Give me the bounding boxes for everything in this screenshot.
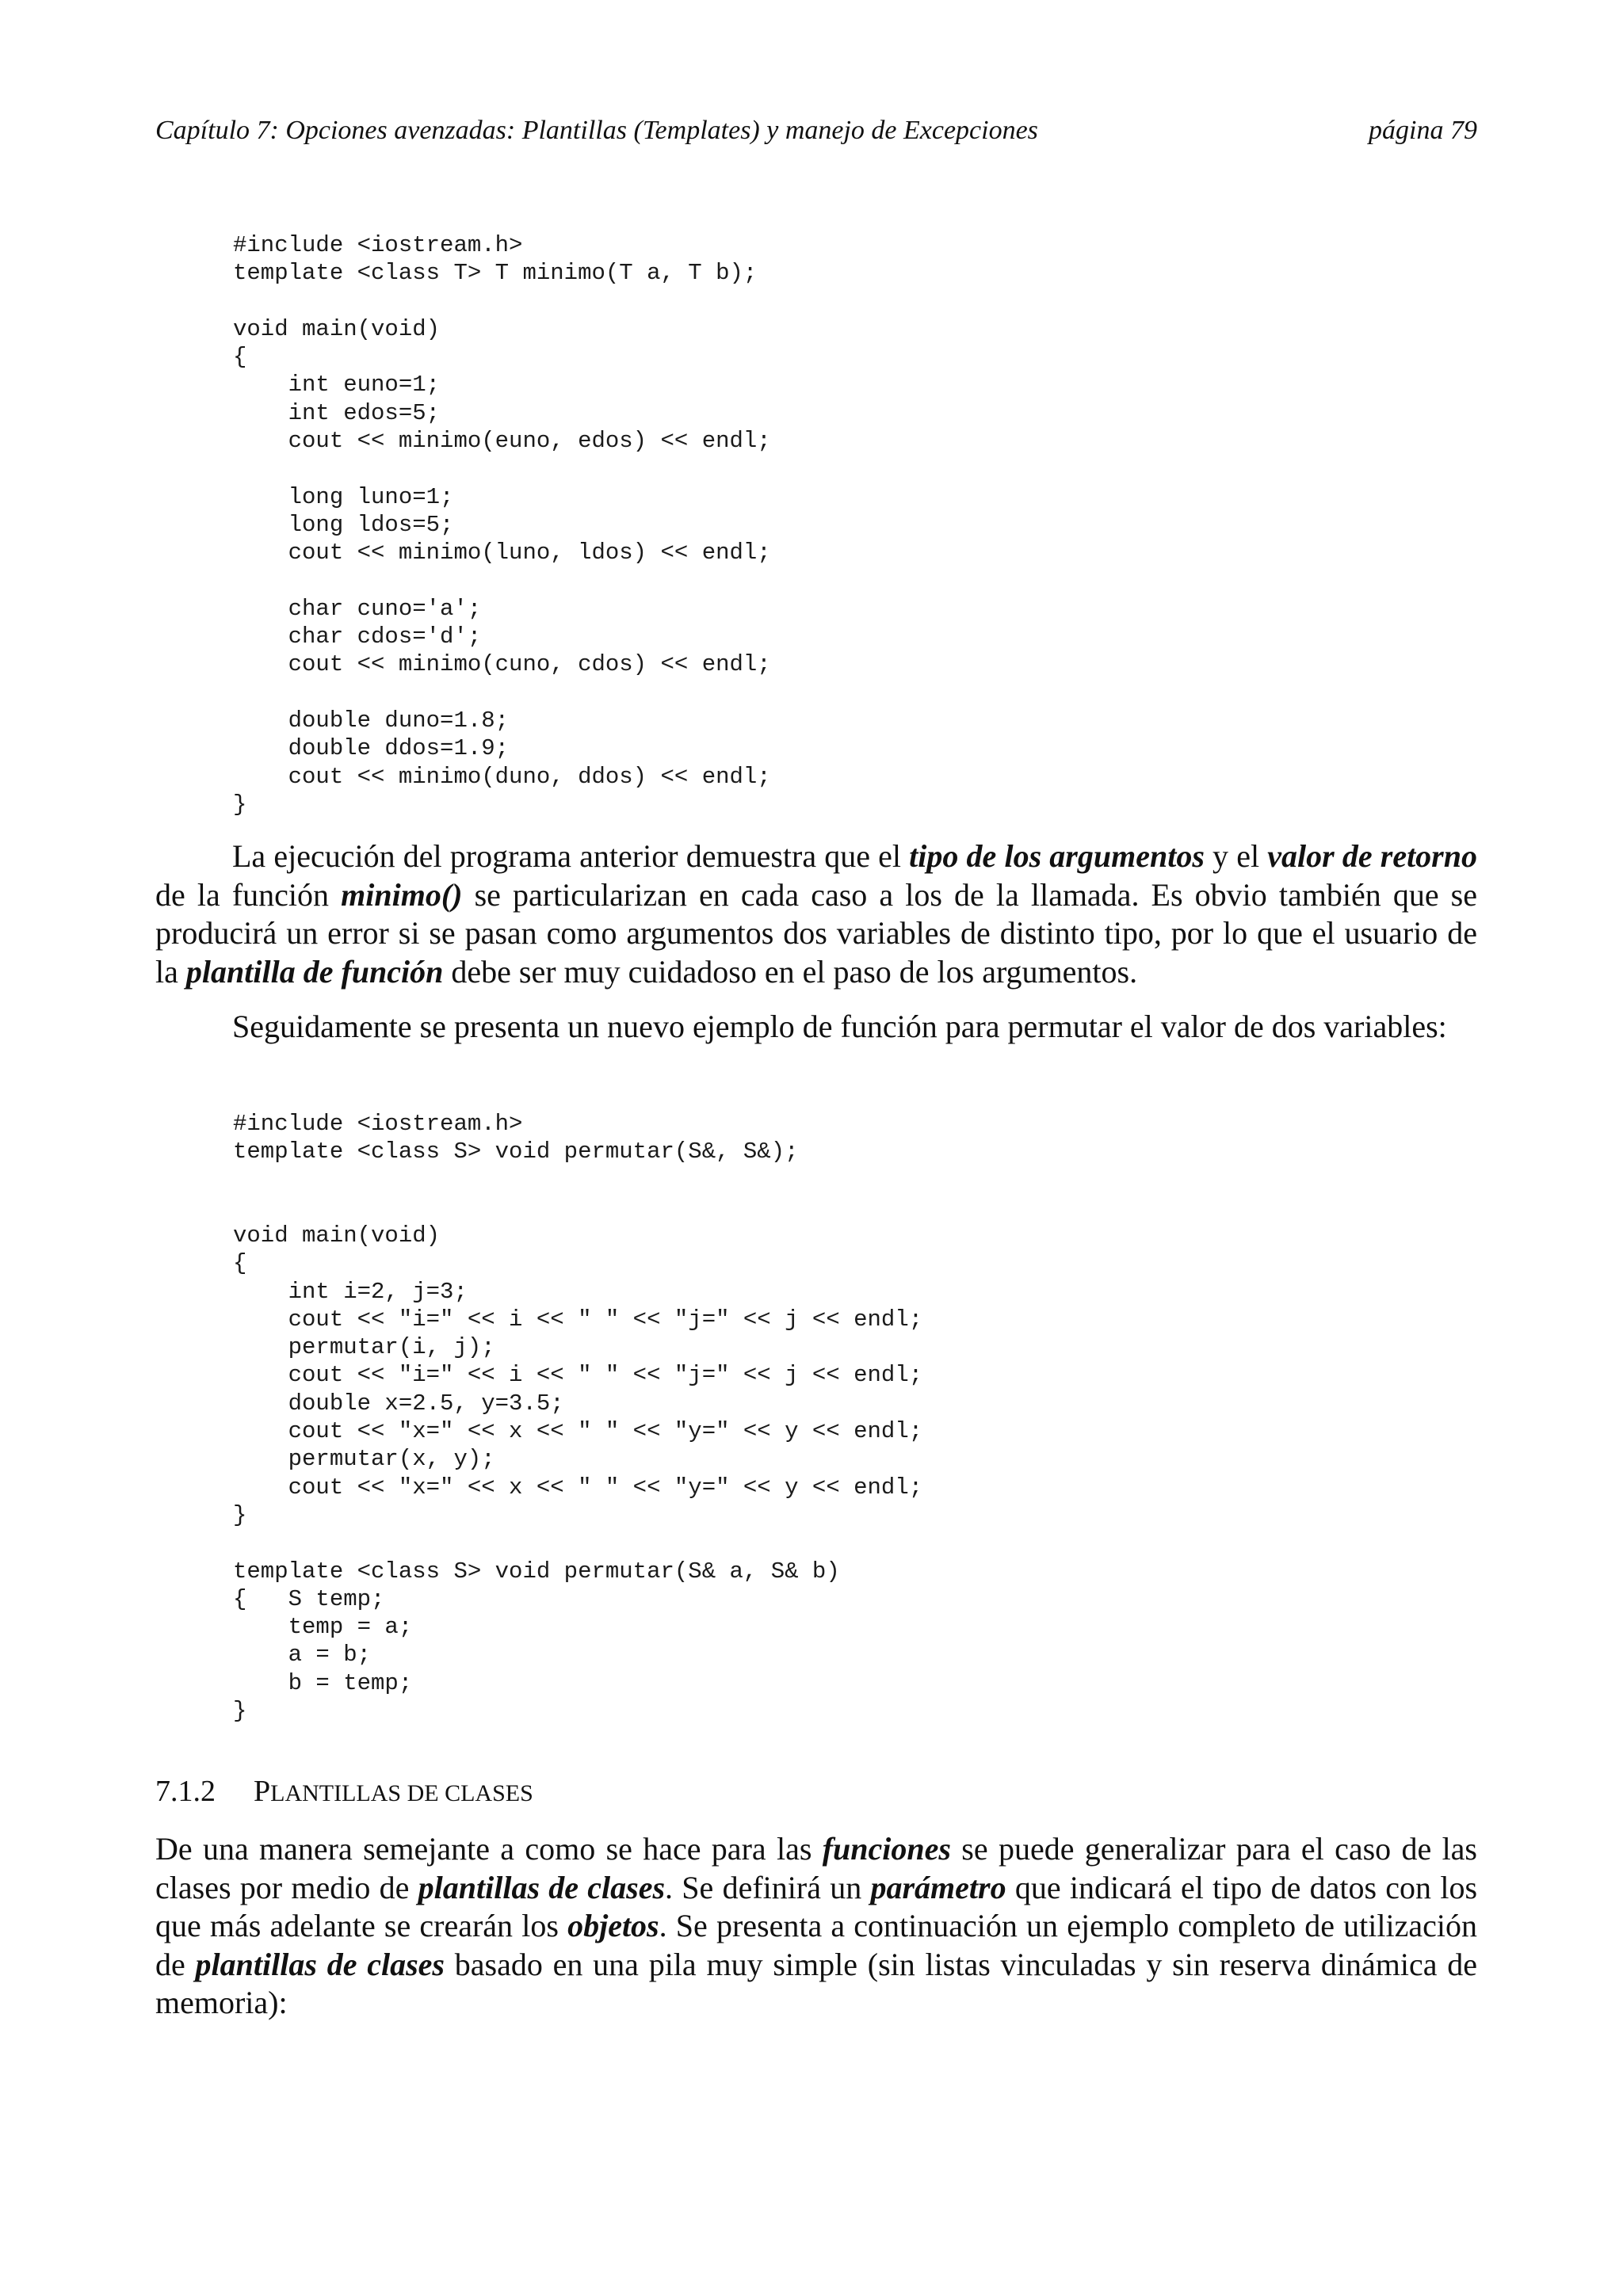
paragraph-permutar-intro: Seguidamente se presenta un nuevo ejemplo de función para permutar el valor de dos variables: [232, 1009, 1447, 1044]
code-line: template <class S> void permutar(S&, S&); [233, 1138, 799, 1165]
code-line: { [233, 344, 247, 371]
page-header [155, 111, 1477, 151]
code-line: a = b; [233, 1642, 372, 1669]
code-line: template <class T> T minimo(T a, T b); [233, 260, 758, 287]
code-line: #include <iostream.h> [233, 232, 523, 258]
code-line [233, 567, 771, 595]
code-block-permutar-main [233, 1222, 922, 1725]
code-line: #include <iostream.h> [233, 1111, 523, 1137]
code-line [233, 1529, 922, 1557]
code-line: cout << minimo(duno, ddos) << endl; [233, 763, 771, 790]
section-heading [155, 1772, 533, 1811]
code-line: cout << "x=" << x << " " << "y=" << y << endl; [233, 1418, 923, 1445]
code-line: void main(void) [233, 1222, 441, 1249]
chapter-title: Capítulo 7: Opciones avenzadas: Plantillas (Templates) y manejo de Excepciones [155, 116, 1038, 145]
code-line: cout << minimo(cuno, cdos) << endl; [233, 651, 771, 678]
code-line: void main(void) [233, 315, 441, 342]
code-line: cout << "i=" << i << " " << "j=" << j << endl; [233, 1362, 923, 1389]
code-block-permutar-declaration [233, 1110, 799, 1166]
section-title-rest: LANTILLAS DE CLASES [270, 1780, 533, 1806]
code-line: char cuno='a'; [233, 595, 482, 622]
code-line [233, 679, 771, 707]
code-line: { [233, 1250, 247, 1277]
code-line: template <class S> void permutar(S& a, S& b) [233, 1558, 840, 1585]
code-line [233, 288, 771, 315]
code-line: long ldos=5; [233, 511, 454, 538]
code-line: long luno=1; [233, 483, 454, 510]
code-line: temp = a; [233, 1614, 413, 1641]
code-line [233, 455, 771, 482]
code-line: cout << "i=" << i << " " << "j=" << j << endl; [233, 1306, 923, 1333]
code-line: } [233, 1501, 247, 1528]
code-line: } [233, 791, 247, 818]
paragraph-minimo-explanation: La ejecución del programa anterior demuestra que el tipo de los argumentos y el valor de retorno de la función minimo() se particularizan en cada caso a los de la llamada. Es obvio también que se producirá un error si se pasan como argumentos dos variables de distinto tipo, por lo que el usuario de la plantilla de función debe ser muy cuidadoso en el paso de los argumentos. [155, 838, 1477, 990]
section-title-initial: P [254, 1775, 271, 1808]
code-line: double ddos=1.9; [233, 735, 510, 762]
code-line: int edos=5; [233, 399, 441, 426]
code-line: int euno=1; [233, 372, 441, 399]
code-line: cout << minimo(euno, edos) << endl; [233, 428, 771, 455]
code-line: double duno=1.8; [233, 707, 510, 734]
code-line: char cdos='d'; [233, 624, 482, 650]
code-line: permutar(i, j); [233, 1334, 495, 1361]
code-line: cout << minimo(luno, ldos) << endl; [233, 540, 771, 566]
page-number: página 79 [1369, 116, 1477, 145]
code-line: int i=2, j=3; [233, 1278, 468, 1305]
code-line: b = temp; [233, 1669, 413, 1696]
code-block-minimo [233, 231, 771, 818]
code-line: cout << "x=" << x << " " << "y=" << y << endl; [233, 1474, 923, 1501]
code-line: { S temp; [233, 1585, 385, 1612]
code-line: } [233, 1698, 247, 1725]
paragraph-class-templates: De una manera semejante a como se hace para las funciones se puede generalizar para el caso de las clases por medio de plantillas de clases. Se definirá un parámetro que indicará el tipo de datos con los que más adelante se crearán los objetos. Se presenta a continuación un ejemplo completo de utilización de plantillas de clases basado en una pila muy simple (sin listas vinculadas y sin reserva dinámica de memoria): [155, 1831, 1478, 2020]
section-number: 7.1.2 [155, 1775, 216, 1808]
code-line: double x=2.5, y=3.5; [233, 1390, 564, 1417]
code-line: permutar(x, y); [233, 1446, 495, 1473]
